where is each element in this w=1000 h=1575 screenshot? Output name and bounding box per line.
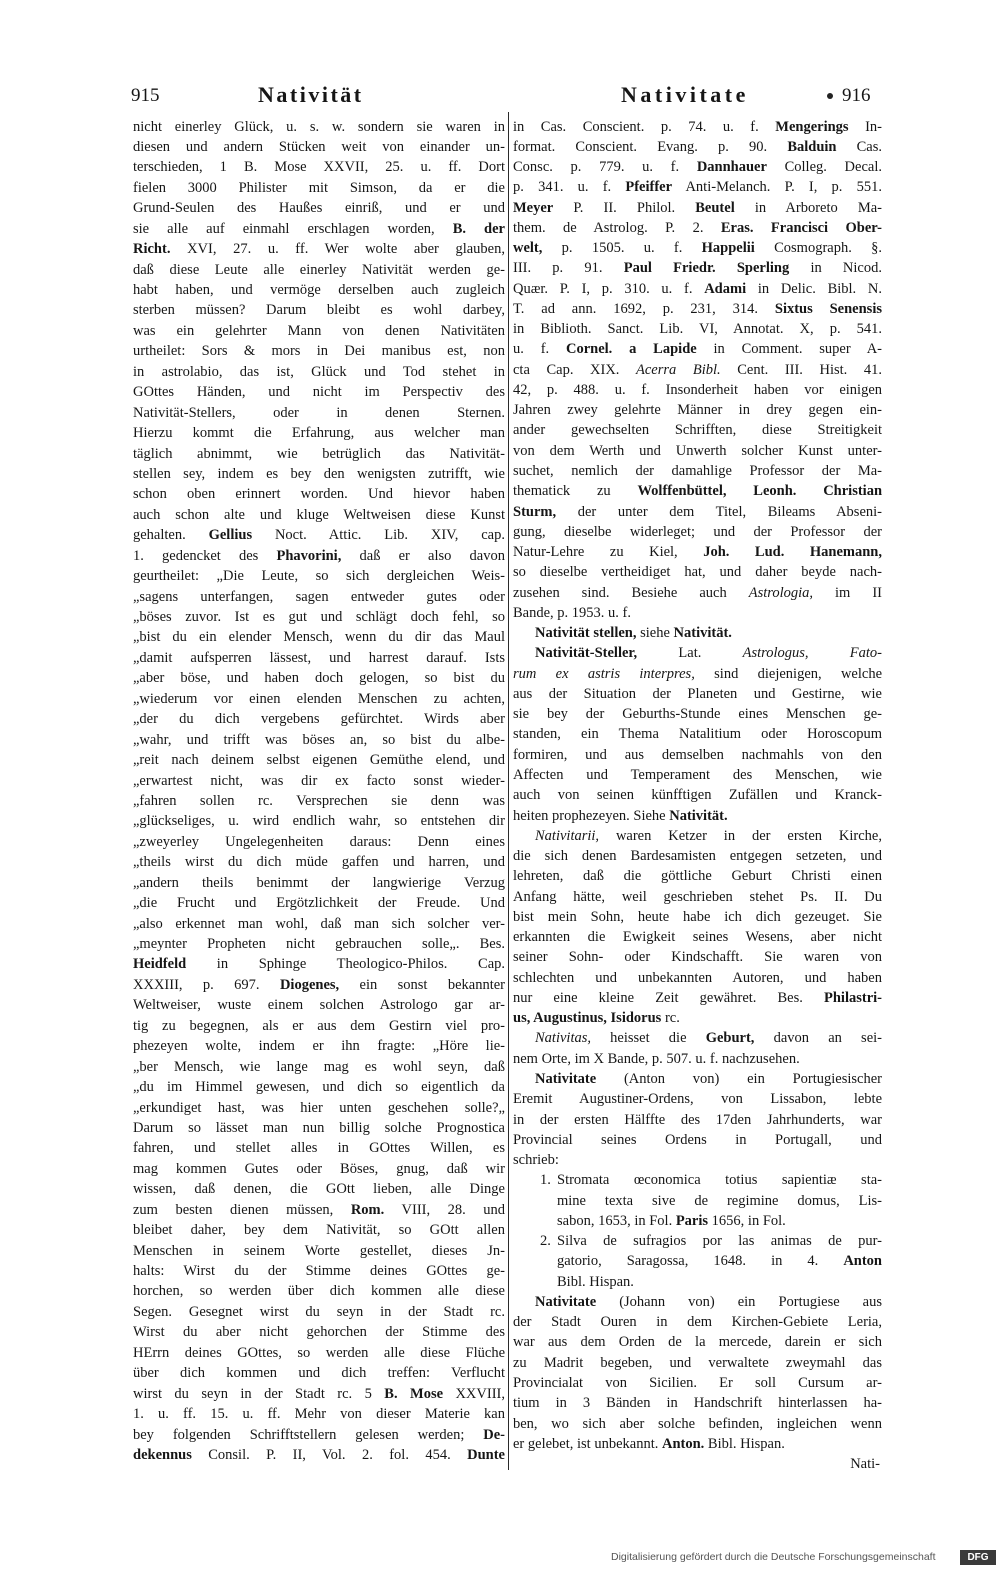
lexicon-entry (513, 1292, 882, 1454)
lexicon-entry (513, 1028, 882, 1069)
bold-run: Nativität stellen, (535, 625, 637, 642)
bold-run: Phavorini, (276, 547, 342, 564)
catchword: Nati- (850, 1456, 880, 1473)
left-column (133, 117, 505, 1466)
bold-run: Nativität. (673, 625, 732, 642)
text-line (513, 1028, 882, 1048)
text-run: Cas. (836, 138, 882, 155)
text-run: them. de Astrolog. P. 2. (513, 219, 721, 236)
text-line: „sagens unterfangen, sagen entweder gutes oder (133, 588, 505, 605)
work-item (513, 1231, 882, 1292)
text-line (513, 339, 882, 359)
bold-run: Sixtus Senensis (774, 300, 882, 317)
text-run: p. 1505. u. f. (542, 240, 702, 257)
text-line (513, 137, 882, 157)
text-line (557, 1251, 882, 1271)
bold-run: Nativität-Steller, (535, 645, 638, 662)
bold-run: Gellius (208, 527, 253, 544)
text-run: Anti-Melanch. P. I, p. 551. (672, 179, 882, 196)
text-line (133, 525, 505, 545)
text-line: halts: Wirst du der Stimme deines GOttes ge- (133, 1263, 505, 1279)
text-line: fielen 3000 Philister mit Simson, da er die (133, 179, 505, 196)
text-run: zusehen sind. Besiehe auch (513, 584, 749, 601)
text-run: Natur-Lehre zu Kiel, (513, 544, 704, 561)
text-line: geurtheilet: „Die Leute, so sich dergleichen Weis- (133, 568, 505, 585)
text-line: auch schon alte und kluge Weltweisen diese Kunst (133, 506, 505, 523)
right-running-head: Nativitate (621, 82, 749, 107)
text-line (133, 1445, 505, 1465)
text-line (513, 1008, 882, 1028)
text-run: XXVIII, (443, 1385, 505, 1402)
text-run: sie alle auf einmahl erschlagen worden, (133, 220, 453, 237)
work-number: 1. (540, 1172, 551, 1189)
bold-run: B. Mose (384, 1385, 444, 1402)
text-run: 1. gedencket des (133, 547, 277, 564)
text-line: in Biblioth. Sanct. Lib. VI, Annotat. X, p. 541. (513, 321, 882, 338)
text-line (513, 481, 882, 501)
text-line: seiner Sohn- oder Kindschafft. Sie waren von (513, 949, 882, 966)
text-line: „wiederum vor einen elenden Menschen zu achten, (133, 690, 505, 707)
text-run: sabon, 1653, in Fol. (557, 1212, 676, 1229)
text-line: auch von seinen künfftigen Zufällen und Kranck- (513, 787, 882, 804)
text-line: GOttes Händen, und nicht im Perspectiv des (133, 384, 505, 401)
text-run: Colleg. Decal. (766, 159, 882, 176)
lexicon-entry (513, 623, 882, 643)
text-line: tium in 3 Bänden in Handschrift hinterlassen ha- (513, 1395, 882, 1412)
text-line: „erwartest nicht, was dir ex facto sonst wieder- (133, 772, 505, 789)
lexicon-entry (513, 826, 882, 1029)
bold-run: Sturm, (513, 503, 557, 520)
text-line (133, 975, 505, 995)
text-run: daß er also davon (341, 547, 505, 564)
text-line: „zweyerley Ungelegenheiten daraus: Denn eines (133, 833, 505, 850)
text-line: „fahren sollen rc. Versprechen sie denn was (133, 792, 505, 809)
text-line: Eremit Augustiner-Ordens, von Lissabon, lebte (513, 1091, 882, 1108)
text-run: zum besten dienen müssen, (133, 1201, 351, 1218)
text-line: täglich abnimmt, wie betrüglich das Nativität- (133, 445, 505, 462)
text-line: wissen, daß denen, die GOtt lieben, alle Dinge (133, 1181, 505, 1198)
text-line: Wirst du aber nicht gehorchen der Stimme des (133, 1324, 505, 1341)
bold-run: Geburt, (705, 1030, 755, 1047)
text-line: „bist du ein elender Mensch, wenn du dir das Maul (133, 629, 505, 646)
text-line: „wahr, und trifft was böses an, so bist du albe- (133, 731, 505, 748)
text-line (513, 502, 882, 522)
text-line (133, 219, 505, 239)
bold-run: Wolffenbüttel, Leonh. Christian (637, 483, 882, 500)
text-line: nicht einerley Glück, u. s. w. sondern sie waren in (133, 118, 505, 135)
bold-run: Anton. (661, 1435, 705, 1452)
text-line (513, 218, 882, 238)
text-line: Provincial seines Ordens in Portugall, und (513, 1131, 882, 1148)
text-line: Grund-Seulen des Haußes einriß, und er und (133, 200, 505, 217)
bold-run: Nativitate (535, 1293, 597, 1310)
text-run: wirst du seyn in der Stadt rc. 5 (133, 1385, 385, 1402)
dfg-logo: DFG (960, 1550, 996, 1565)
text-line: schon oben erinnert worden. Und hievor haben (133, 486, 505, 503)
bold-run: Paris (675, 1212, 709, 1229)
text-line: Bande, p. 1953. u. f. (513, 604, 631, 621)
text-line: ander gewechselten Schrifften, diese Streitigkeit (513, 422, 882, 439)
bold-run: us, Augustinus, Isidorus (513, 1010, 662, 1027)
text-run: er gelebet, ist unbekannt. (513, 1435, 662, 1452)
text-run: (Anton von) ein Portugiesischer (596, 1070, 882, 1087)
text-line: Stromata œconomica totius sapientiæ sta- (557, 1172, 882, 1189)
text-run: III. p. 91. (513, 260, 624, 277)
bold-run: welt, (513, 240, 543, 257)
text-line (513, 643, 882, 663)
text-line: „reit nach deinem selbst eigenen Gemüthe elend, und (133, 752, 505, 769)
text-run: in Nicod. (789, 260, 882, 277)
bold-run: Nativität. (669, 807, 728, 824)
text-run: cta Cap. XIX. (513, 361, 637, 378)
text-line: standen, ein Thema Natalitium oder Horoscopum (513, 726, 882, 743)
text-line: stellen sey, indem es bey den wenigsten zutrifft, wie (133, 465, 505, 482)
text-run: in Cas. Conscient. p. 74. u. f. (513, 118, 776, 135)
text-line: was ein gelehrter Mann von denen Nativitäten (133, 322, 505, 339)
text-line: zu Madrit begeben, und verwaltete zweymahl das (513, 1354, 882, 1371)
text-line (513, 542, 882, 562)
text-line: urtheilet: Sors & mors in Dei manibus est, non (133, 343, 505, 360)
italic-run: rum ex astris interpres, (513, 665, 695, 682)
text-run: In- (848, 118, 882, 135)
text-line: habt haben, und vermöge derselben auch zugleich (133, 282, 505, 298)
text-line (133, 239, 505, 259)
italic-run: Astrologus, Fato- (742, 645, 882, 662)
lexicon-entry (513, 1069, 882, 1292)
italic-run: Acerra Bibl. (636, 361, 721, 378)
text-line: „böses zuvor. Ist es gut und schlägt doch fehl, so (133, 609, 505, 625)
text-line: so dieselbe vertheidiget hat, und daher beyde nach- (513, 564, 882, 581)
text-line: „aber böse, und haben doch gelogen, so bist du (133, 670, 505, 687)
text-line: Anfang hätte, weil geschrieben stehet Ps. II. Du (513, 888, 882, 905)
text-line: Weltweiser, wuste einem solchen Astrologo gar ar- (133, 997, 505, 1014)
text-run: in Arboreto Ma- (734, 199, 882, 216)
text-run: format. Conscient. Evang. p. 90. (513, 138, 788, 155)
italic-run: Nativitarii, (535, 827, 600, 844)
text-line: 1. u. ff. 15. u. ff. Mehr von dieser Materie kan (133, 1406, 505, 1423)
text-line (513, 198, 882, 218)
text-line: „also erkennet man wohl, daß man sich solcher ver- (133, 915, 505, 932)
lexicon-entry (513, 643, 882, 825)
text-line: Bibl. Hispan. (557, 1273, 634, 1290)
text-run: Consc. p. 779. u. f. (513, 159, 697, 176)
work-number: 2. (540, 1233, 551, 1250)
text-line: lehreten, daß die göttliche Geburt Christi einen (513, 868, 882, 885)
text-line (557, 1211, 882, 1231)
text-line (133, 546, 505, 566)
bold-run: Adami (704, 280, 747, 297)
text-run: heiten prophezeyen. Siehe (513, 807, 670, 824)
text-run: 1656, in Fol. (708, 1212, 786, 1229)
text-run: nur eine kleine Zeit gewähret. Bes. (513, 989, 824, 1006)
text-line (513, 623, 882, 643)
bold-run: Heidfeld (133, 956, 187, 973)
funding-credit: Digitalisierung gefördert durch die Deutsche Forschungsgemeinschaft (611, 1551, 936, 1563)
text-line: Provincialat von Sicilien. Er soll Cursum ar- (513, 1374, 882, 1391)
text-line: Hierzu kommt die Erfahrung, aus welcher man (133, 425, 505, 442)
text-line: sie bey der Geburths-Stunde eines Menschen ge- (513, 706, 882, 723)
text-line: ben, wo sich aber solche befinden, ingleichen wenn (513, 1415, 882, 1432)
text-line: „die Frucht und Ergötzlichkeit der Freude. Und (133, 895, 505, 912)
bold-run: Happelii (701, 240, 755, 257)
text-line: Segen. Gesegnet wirst du seyn in der Stadt rc. (133, 1303, 505, 1320)
text-line: fahren, und stellet alles in GOttes Willen, es (133, 1140, 505, 1157)
text-line: gung, dieselbe widerleget; und der Professor der (513, 523, 882, 540)
text-run: Noct. Attic. Lib. XIV, cap. (252, 527, 505, 544)
left-page-number: 915 (131, 85, 160, 106)
text-run: XVI, 27. u. ff. Wer wolte aber glauben, (170, 241, 505, 258)
text-line: horchen, so werden über dich kommen alle diese (133, 1283, 505, 1300)
text-line: daß diese Leute alle einerley Nativität werden ge- (133, 261, 505, 278)
text-line: „der du dich vergebens gefürchtet. Wirds aber (133, 711, 505, 728)
text-line (513, 664, 882, 684)
text-line: tig zu begegnen, als er aus dem Gestirn viel pro- (133, 1017, 505, 1034)
text-run: P. II. Philol. (553, 199, 696, 216)
italic-run: Astrologia, (748, 584, 814, 601)
right-page-number: 916 (842, 85, 871, 106)
text-run: heisset die (591, 1030, 706, 1047)
text-line (513, 360, 882, 380)
bold-run: Nativitate (535, 1070, 597, 1087)
bold-run: Mengerings (775, 118, 849, 135)
text-line: suchet, nemlich der damahlige Professor der Ma- (513, 463, 882, 480)
text-line: diesen und andern Stücken weit von einander un- (133, 138, 505, 155)
text-run: Bibl. Hispan. (704, 1435, 785, 1452)
text-run: XXXIII, p. 697. (133, 976, 280, 993)
text-run: Lat. (637, 645, 743, 662)
text-run: siehe (636, 625, 674, 642)
text-line: schlechten und unbekannten Autoren, und haben (513, 969, 882, 986)
text-line: bleibet daher, bey dem Nativität, so GOtt allen (133, 1222, 505, 1239)
text-line: „ber Mensch, wie lange mag es wohl seyn, daß (133, 1058, 505, 1075)
text-line: „du im Himmel gewesen, und dich so eigentlich da (133, 1079, 505, 1096)
left-running-head: Nativität (258, 82, 364, 107)
text-line: 42, p. 488. u. f. Insonderheit haben vor einigen (513, 381, 882, 398)
text-line: Darum so lässet man nun billig solche Prognostica (133, 1119, 505, 1136)
text-line: Menschen in seinem Worte gestellet, dieses Jn- (133, 1242, 505, 1259)
bold-run: Anton (843, 1253, 882, 1270)
work-item (513, 1170, 882, 1231)
text-line (513, 299, 882, 319)
text-run: in Sphinge Theologico-Philos. Cap. (186, 956, 505, 973)
text-line (133, 1200, 505, 1220)
text-line (513, 988, 882, 1008)
text-run: waren Ketzer in der ersten Kirche, (599, 827, 882, 844)
text-line: „erkundiget hast, was hier unten geschehen solle?„ (133, 1099, 505, 1116)
text-line: terschieden, 1 B. Mose XXVII, 25. u. ff. Dort (133, 159, 505, 176)
text-line (133, 1425, 505, 1445)
text-line: in der ersten Hälffte des 17den Jahrhunderts, war (513, 1111, 882, 1128)
text-line: schrieb: (513, 1152, 559, 1169)
text-line: mag kommen Gutes oder Böses, gnug, daß wir (133, 1160, 505, 1177)
bold-run: Balduin (787, 138, 837, 155)
text-run: Consil. P. II, Vol. 2. fol. 454. (191, 1446, 468, 1463)
text-line (513, 806, 882, 826)
bold-run: Philastri- (824, 989, 882, 1006)
text-run: bey folgenden Schrifftstellern gelesen werden; (133, 1426, 484, 1443)
text-run: davon an sei- (754, 1030, 882, 1047)
text-run: u. f. (513, 341, 566, 358)
text-line (513, 258, 882, 278)
text-line: „glückseliges, u. wird endlich wahr, so entstehen dir (133, 813, 505, 830)
text-line: der Stadt Ouren in dem Kirchen-Gebiete Leria, (513, 1314, 882, 1331)
bold-run: Dannhauer (696, 159, 767, 176)
bold-run: Rom. (350, 1201, 385, 1218)
text-run: Cosmograph. §. (754, 240, 882, 257)
text-line (513, 279, 882, 299)
bold-run: Paul Friedr. Sperling (623, 260, 790, 277)
text-line: sterben müssen? Darum bleibt es wohl darbey, (133, 302, 505, 319)
bold-run: De- (483, 1426, 505, 1443)
text-run: im II (813, 584, 882, 601)
text-line (513, 238, 882, 258)
text-run: der unter dem Titel, Bileams Abseni- (556, 503, 882, 520)
text-run: ein sonst bekannter (339, 976, 505, 993)
text-run: in Comment. super A- (696, 341, 882, 358)
text-line: „damit aufsperren lässest, und harrest darauf. Ists (133, 649, 505, 666)
italic-run: Nativitas, (535, 1030, 591, 1047)
text-run: rc. (661, 1010, 680, 1027)
bold-run: Joh. Lud. Hanemann, (703, 544, 882, 561)
text-line: Jahren zwey gelehrte Männer in drey gegen ein- (513, 402, 882, 419)
bold-run: Beutel (695, 199, 735, 216)
bold-run: B. der (452, 220, 505, 237)
text-line: Affecten und Temperament des Menschen, wie (513, 767, 882, 783)
text-run: (Johann von) ein Portugiese aus (596, 1293, 882, 1310)
text-line: „andern theils benimmt der langwierige Verzug (133, 874, 505, 891)
text-run: VIII, 28. und (384, 1201, 505, 1218)
text-line (513, 826, 882, 846)
text-run: T. ad ann. 1692, p. 231, 314. (513, 300, 775, 317)
text-line: von dem Werth und Unwerth solcher Kunst unter- (513, 442, 882, 459)
text-line: mine texta sive de regimine domus, Lis- (557, 1192, 882, 1209)
text-line: über dich kommen und dich treffen: Verflucht (133, 1365, 505, 1382)
text-run: Cent. III. Hist. 41. (720, 361, 882, 378)
bold-run: Diogenes, (279, 976, 340, 993)
bold-run: Pfeiffer (625, 179, 673, 196)
bold-run: Dunte (467, 1446, 505, 1463)
text-run: Quær. P. I, p. 310. u. f. (513, 280, 705, 297)
text-line: die sich denen Bardesamisten entgegen setzeten, und (513, 848, 882, 865)
text-line: nem Orte, im X Bande, p. 507. u. f. nachzusehen. (513, 1050, 800, 1067)
bold-run: Cornel. a Lapide (565, 341, 697, 358)
text-line: formiren, und aus demselben nachmahls von den (513, 746, 882, 763)
bold-run: Richt. (133, 241, 171, 258)
text-line (513, 1434, 882, 1454)
text-line: erkannten die Ewigkeit seines Wesens, aber nicht (513, 929, 882, 946)
text-line: Silva de sufragios por las animas de pur- (557, 1233, 882, 1250)
text-line (513, 157, 882, 177)
text-run: gatorio, Saragossa, 1648. in 4. (557, 1253, 844, 1270)
text-line (513, 1292, 882, 1312)
text-line: Nativität-Stellers, oder in denen Sternen. (133, 404, 505, 421)
column-divider (508, 112, 509, 1470)
right-column (513, 117, 882, 1475)
text-line: „theils wirst du dich müde gaffen und harren, und (133, 854, 505, 871)
text-line (513, 1069, 882, 1089)
text-line: in astrolabio, das ist, Glück und Tod stehet in (133, 363, 505, 380)
text-line (133, 1384, 505, 1404)
text-line: bist mein Sohn, heute habe ich dich gezeuget. Sie (513, 908, 882, 925)
text-line (513, 117, 882, 137)
text-line: HErrn deines GOttes, so werden alle diese Flüche (133, 1344, 505, 1361)
text-run: thematick zu (513, 483, 638, 500)
text-line (513, 177, 882, 197)
text-run: sind diejenigen, welche (694, 665, 882, 682)
text-run: in Delic. Bibl. N. (746, 280, 882, 297)
bold-run: dekennus (133, 1446, 192, 1463)
text-line: „meynter Propheten nicht gebrauchen solle„. Bes. (133, 936, 505, 952)
ornament-mark (827, 93, 833, 99)
bold-run: Eras. Francisci Ober- (720, 219, 882, 236)
text-run: p. 341. u. f. (513, 179, 626, 196)
bold-run: Meyer (513, 199, 554, 216)
text-line: aus der Situation der Planeten und Gestirne, wie (513, 685, 882, 702)
text-line: phezeyen wolte, indem er ihn fragte: „Höre lie- (133, 1038, 505, 1055)
text-run: gehalten. (133, 527, 209, 544)
text-line: war aus dem Orden de la mercede, darein er sich (513, 1334, 882, 1351)
text-line (133, 954, 505, 974)
text-line (513, 583, 882, 603)
